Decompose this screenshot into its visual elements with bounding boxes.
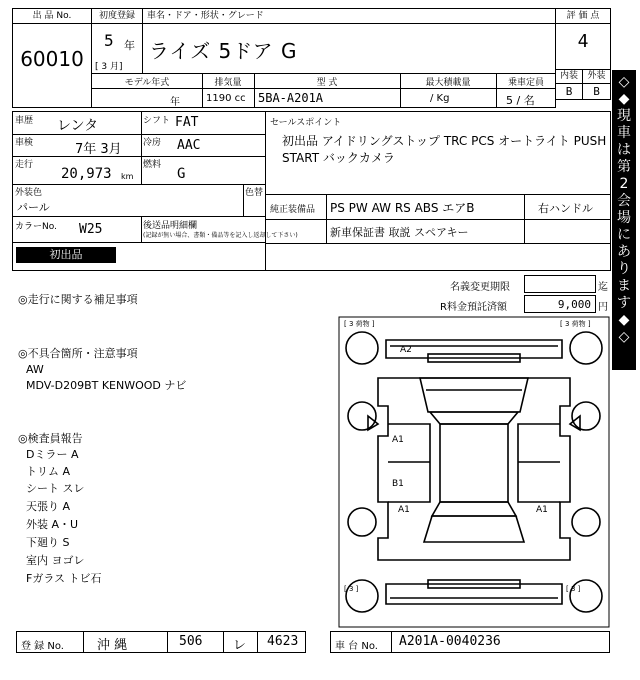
ext-color-label: 外装色 xyxy=(15,188,43,198)
mileage-label: 走行 xyxy=(15,160,34,170)
registration-class: 506 xyxy=(179,634,203,649)
fuel-value: G xyxy=(177,166,186,182)
max-load-value: / Kg xyxy=(430,93,450,104)
shift-label: シフト xyxy=(143,116,171,126)
sales-point-label: セールスポイント xyxy=(270,118,342,128)
first-registration-label: 初度登録 xyxy=(92,9,142,24)
chassis-number: A201A-0040236 xyxy=(399,634,501,649)
registration-kana: レ xyxy=(233,638,247,653)
banner-char: り xyxy=(617,261,631,277)
damage-mark: A2 xyxy=(400,345,412,355)
banner-char: 車 xyxy=(617,125,631,141)
equipment-label: 純正装備品 xyxy=(270,205,316,215)
inspector-line: 室内 ヨゴレ xyxy=(26,554,85,567)
capacity-value: 5 / 名 xyxy=(506,94,535,107)
banner-char: ◆ xyxy=(618,312,630,328)
first-registration-year: 5 xyxy=(104,31,114,50)
registration-number: 4623 xyxy=(267,634,299,649)
banner-char: す xyxy=(617,295,631,311)
chassis-number-box xyxy=(330,631,610,653)
defect-line: MDV-D209BT KENWOOD ナビ xyxy=(26,379,187,392)
mileage-unit: km xyxy=(121,172,134,181)
interior-label: 内装 xyxy=(556,69,583,83)
lot-number-label: 出 品 No. xyxy=(13,9,91,24)
equipment-box xyxy=(265,194,611,271)
car-name: ライズ 5ドア G xyxy=(149,39,298,63)
capacity-label: 乗車定員 xyxy=(507,78,544,88)
drive-side: 右ハンドル xyxy=(538,202,593,215)
history-value: レンタ xyxy=(57,118,99,134)
inspector-line: Dミラー A xyxy=(26,448,79,461)
damage-mark: A1 xyxy=(536,505,548,515)
name-change-unit: 迄 xyxy=(598,282,608,293)
banner-char: は xyxy=(617,142,631,158)
banner-char: あ xyxy=(617,244,631,260)
sales-point-line-1: 初出品 アイドリングストップ TRC PCS オートライト PUSH xyxy=(282,134,607,148)
exterior-grade: B xyxy=(583,83,610,99)
color-no-label: カラーNo. xyxy=(15,222,57,232)
first-registration-month: [ 3 月] xyxy=(95,62,123,72)
damage-mark: A1 xyxy=(392,435,404,445)
chassis-label: 車 台 No. xyxy=(335,641,378,652)
aftermarket-label: 後送品明細欄 xyxy=(143,221,198,231)
fuel-label: 燃料 xyxy=(143,160,162,170)
mileage-value: 20,973 xyxy=(61,166,112,182)
aircon-value: AAC xyxy=(177,138,201,153)
registration-label: 登 録 No. xyxy=(21,641,64,652)
lot-number: 60010 xyxy=(20,47,84,71)
inspection-value: 7年 3月 xyxy=(75,142,122,157)
shift-value: FAT xyxy=(175,115,199,130)
banner-char: 会 xyxy=(617,193,631,209)
first-listing-tag: 初出品 xyxy=(16,247,116,263)
recolor-label: 色替 xyxy=(245,188,264,198)
banner-char: ◇ xyxy=(618,74,630,90)
first-registration-box xyxy=(91,8,143,74)
inspector-line: 下廻り S xyxy=(26,536,70,549)
grade-score: 4 xyxy=(577,31,589,52)
spec-row xyxy=(91,73,556,108)
car-name-label: 車名・ドア・形状・グレード xyxy=(143,9,555,24)
first-registration-year-unit: 年 xyxy=(124,39,135,52)
name-change-box xyxy=(524,275,596,293)
inspector-line: シート スレ xyxy=(26,482,85,495)
inspector-line: 天張り A xyxy=(26,500,71,513)
defect-notes-title: ◎不具合箇所・注意事項 xyxy=(18,347,138,360)
inspector-line: Fガラス トビ石 xyxy=(26,572,102,585)
recycle-value: 9,000 xyxy=(557,298,591,311)
displacement-label: 排気量 xyxy=(214,78,242,88)
diagram-corner-label: [ 3 荷物 ] xyxy=(344,320,375,328)
inspector-line: トリム A xyxy=(26,465,71,478)
equipment-value: PS PW AW RS ABS エアB xyxy=(330,201,475,215)
type-value: 5BA-A201A xyxy=(258,91,324,105)
documents: 新車保証書 取説 スペアキー xyxy=(330,226,469,239)
aircon-label: 冷房 xyxy=(143,138,162,148)
registration-area: 沖 縄 xyxy=(97,638,128,653)
recycle-box xyxy=(524,295,596,313)
driving-notes-title: ◎走行に関する補足事項 xyxy=(18,293,138,306)
car-damage-diagram xyxy=(338,316,610,628)
damage-mark: B1 xyxy=(392,479,404,489)
interior-grade: B xyxy=(556,83,583,99)
car-name-box xyxy=(142,8,556,74)
banner-char: ま xyxy=(617,278,631,294)
aftermarket-note: (記録が無い場合、書類・備品等を記入し返却して下さい) xyxy=(143,232,298,239)
banner-char: ◆ xyxy=(618,91,630,107)
banner-char: 2 xyxy=(619,176,629,192)
banner-char: ◇ xyxy=(618,329,630,345)
grade-box xyxy=(555,8,611,100)
displacement-value: 1190 cc xyxy=(206,93,246,104)
name-change-label: 名義変更期限 xyxy=(450,282,510,293)
recycle-unit: 円 xyxy=(598,302,608,313)
lot-number-box xyxy=(12,8,92,108)
type-label: 型 式 xyxy=(316,78,338,88)
diagram-corner-label: [ 3 荷物 ] xyxy=(560,320,591,328)
recycle-label: R料金預託済額 xyxy=(440,302,507,313)
banner-char: 現 xyxy=(617,108,631,124)
banner-char: に xyxy=(617,227,631,243)
history-label: 車歴 xyxy=(15,116,34,126)
max-load-label: 最大積載量 xyxy=(425,78,471,88)
inspector-report-title: ◎検査員報告 xyxy=(18,432,83,445)
diagram-corner-label: [ 3 ] xyxy=(344,585,359,593)
defect-line: AW xyxy=(26,363,44,376)
ext-color-value: パール xyxy=(17,201,50,214)
damage-mark: A1 xyxy=(398,505,410,515)
inspector-line: 外装 A・U xyxy=(26,518,79,531)
banner-char: 場 xyxy=(617,210,631,226)
color-no-value: W25 xyxy=(79,222,103,237)
diagram-corner-label: [ 3 ] xyxy=(566,585,581,593)
registration-number-box xyxy=(16,631,306,653)
model-year-unit: 年 xyxy=(170,97,180,108)
exterior-label: 外装 xyxy=(583,69,610,83)
venue-banner xyxy=(612,70,636,370)
grade-label: 評 価 点 xyxy=(556,9,610,24)
inspection-label: 車検 xyxy=(15,138,34,148)
banner-char: 第 xyxy=(617,159,631,175)
sales-point-box xyxy=(265,111,611,195)
sales-point-line-2: START バックカメラ xyxy=(282,151,395,165)
model-year-label: モデル年式 xyxy=(124,78,170,88)
